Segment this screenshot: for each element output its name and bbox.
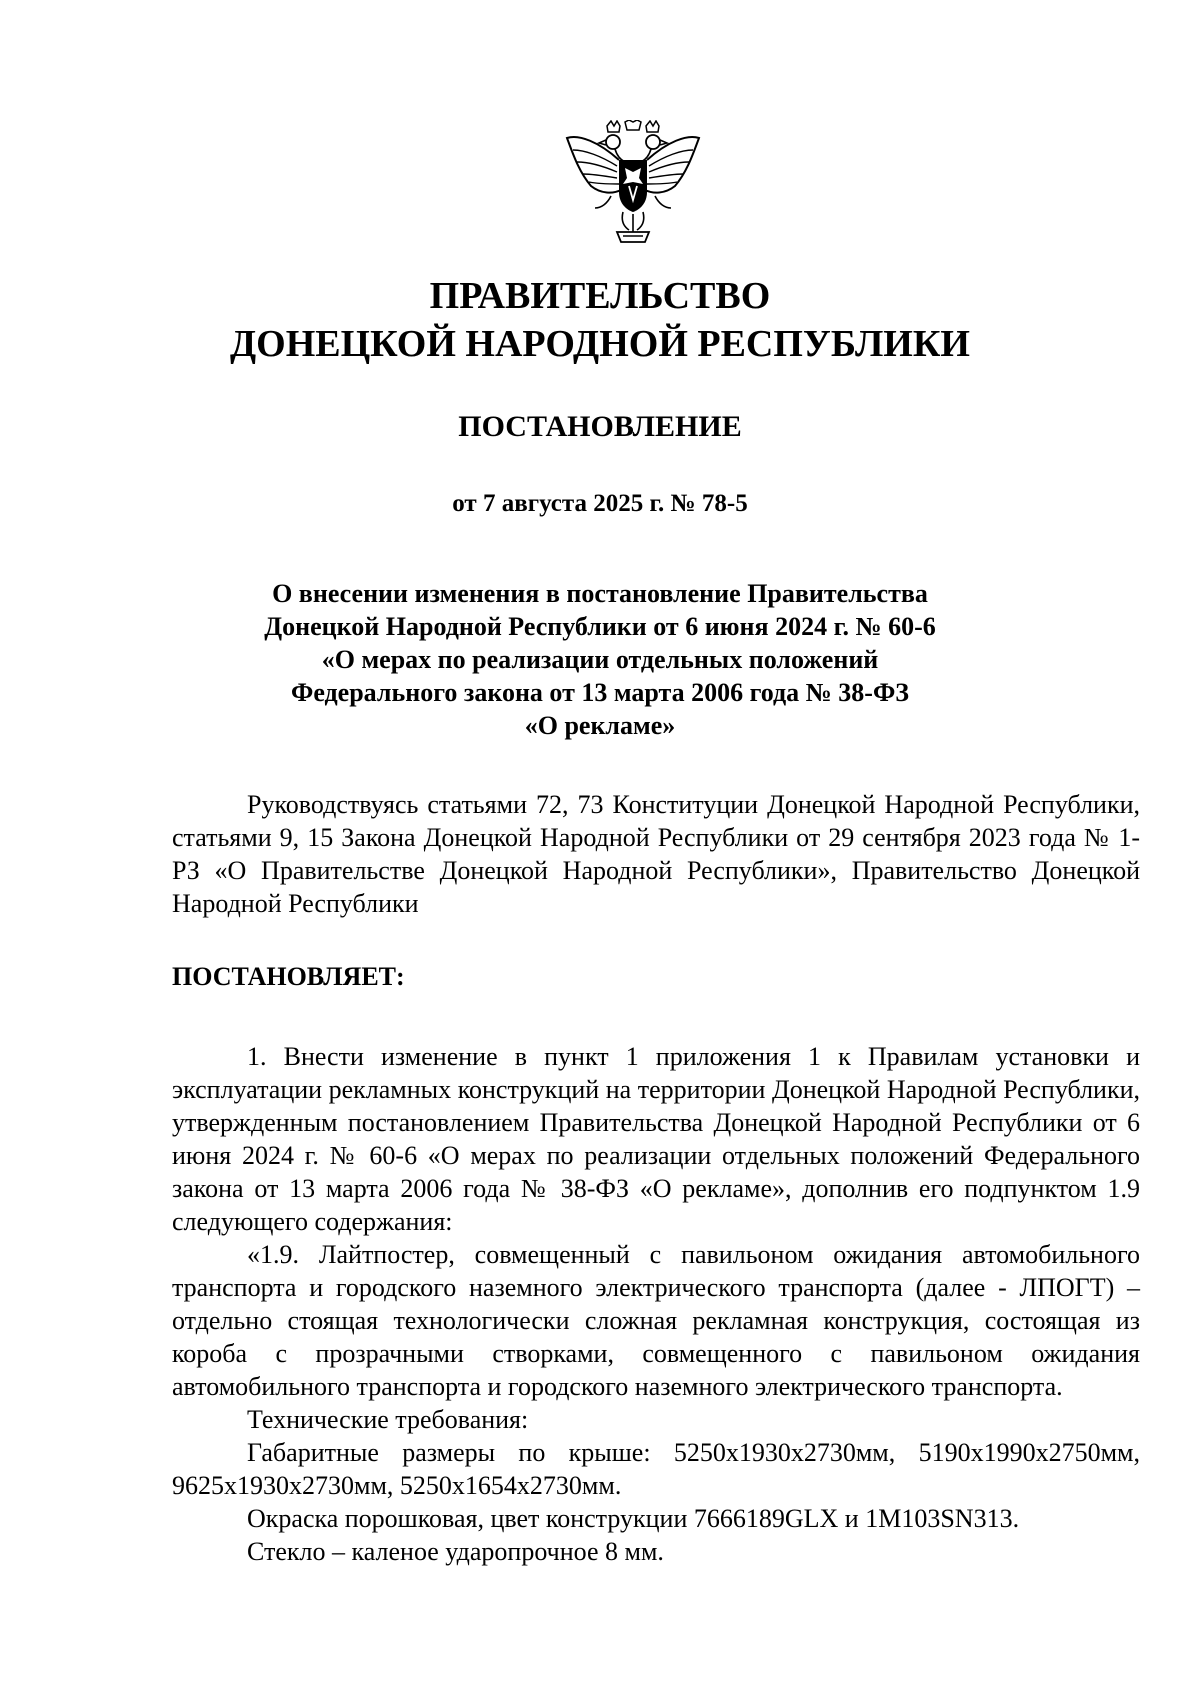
subject-line: «О рекламе» [524,711,676,740]
government-title-line2: ДОНЕЦКОЙ НАРОДНОЙ РЕСПУБЛИКИ [230,323,970,365]
subject-line: О внесении изменения в постановление Правительства [272,579,928,608]
subject-line: «О мерах по реализации отдельных положений [321,645,879,674]
clauses-section [172,1040,1140,1568]
coat-of-arms-icon [563,120,703,250]
resolves-heading: ПОСТАНОВЛЯЕТ: [172,962,405,991]
clause-paragraph: Окраска порошковая, цвет конструкции 7666189GLX и 1M103SN313. [247,1504,1020,1533]
clause-paragraph: Габаритные размеры по крыше: 5250х1930х2730мм, 5190х1990х2750мм, 9625х1930х2730мм, 5250х1654х2730мм. [172,1438,1140,1500]
government-title [0,272,1200,368]
preamble-paragraph [172,788,1140,920]
subject-line: Донецкой Народной Республики от 6 июня 2024 г. № 60-6 [264,612,936,641]
clause-paragraph: 1. Внести изменение в пункт 1 приложения 1 к Правилам установки и эксплуатации рекламных конструкций на территории Донецкой Народной Республики, утвержденным постановлением Правительства Донецкой Народной Республики от 6 июня 2024 г. № 60-6 «О мерах по реализации отдельных положений Федерального закона от 13 марта 2006 года № 38-ФЗ «О рекламе», дополнив его подпунктом 1.9 следующего содержания: [172,1042,1140,1236]
subject-line: Федерального закона от 13 марта 2006 года № 38-ФЗ [290,678,910,707]
preamble-text: Руководствуясь статьями 72, 73 Конституции Донецкой Народной Республики, статьями 9, 15 Закона Донецкой Народной Республики от 29 сентября 2023 года № 1-РЗ «О Правительстве Донецкой Народной Республики», Правительство Донецкой Народной Республики [172,790,1140,918]
decree-date-number: от 7 августа 2025 г. № 78-5 [452,490,748,517]
clause-paragraph: Стекло – каленое ударопрочное 8 мм. [247,1537,664,1566]
document-type: ПОСТАНОВЛЕНИЕ [458,410,742,443]
clause-paragraph: Технические требования: [247,1405,529,1434]
decree-subject [0,577,1200,742]
clause-paragraph: «1.9. Лайтпостер, совмещенный с павильоном ожидания автомобильного транспорта и городского наземного электрического транспорта (далее - ЛПОГТ) – отдельно стоящая технологически сложная рекламная конструкция, состоящая из короба с прозрачными створками, совмещенного с павильоном ожидания автомобильного транспорта и городского наземного электрического транспорта. [172,1240,1140,1401]
government-title-line1: ПРАВИТЕЛЬСТВО [429,275,771,317]
